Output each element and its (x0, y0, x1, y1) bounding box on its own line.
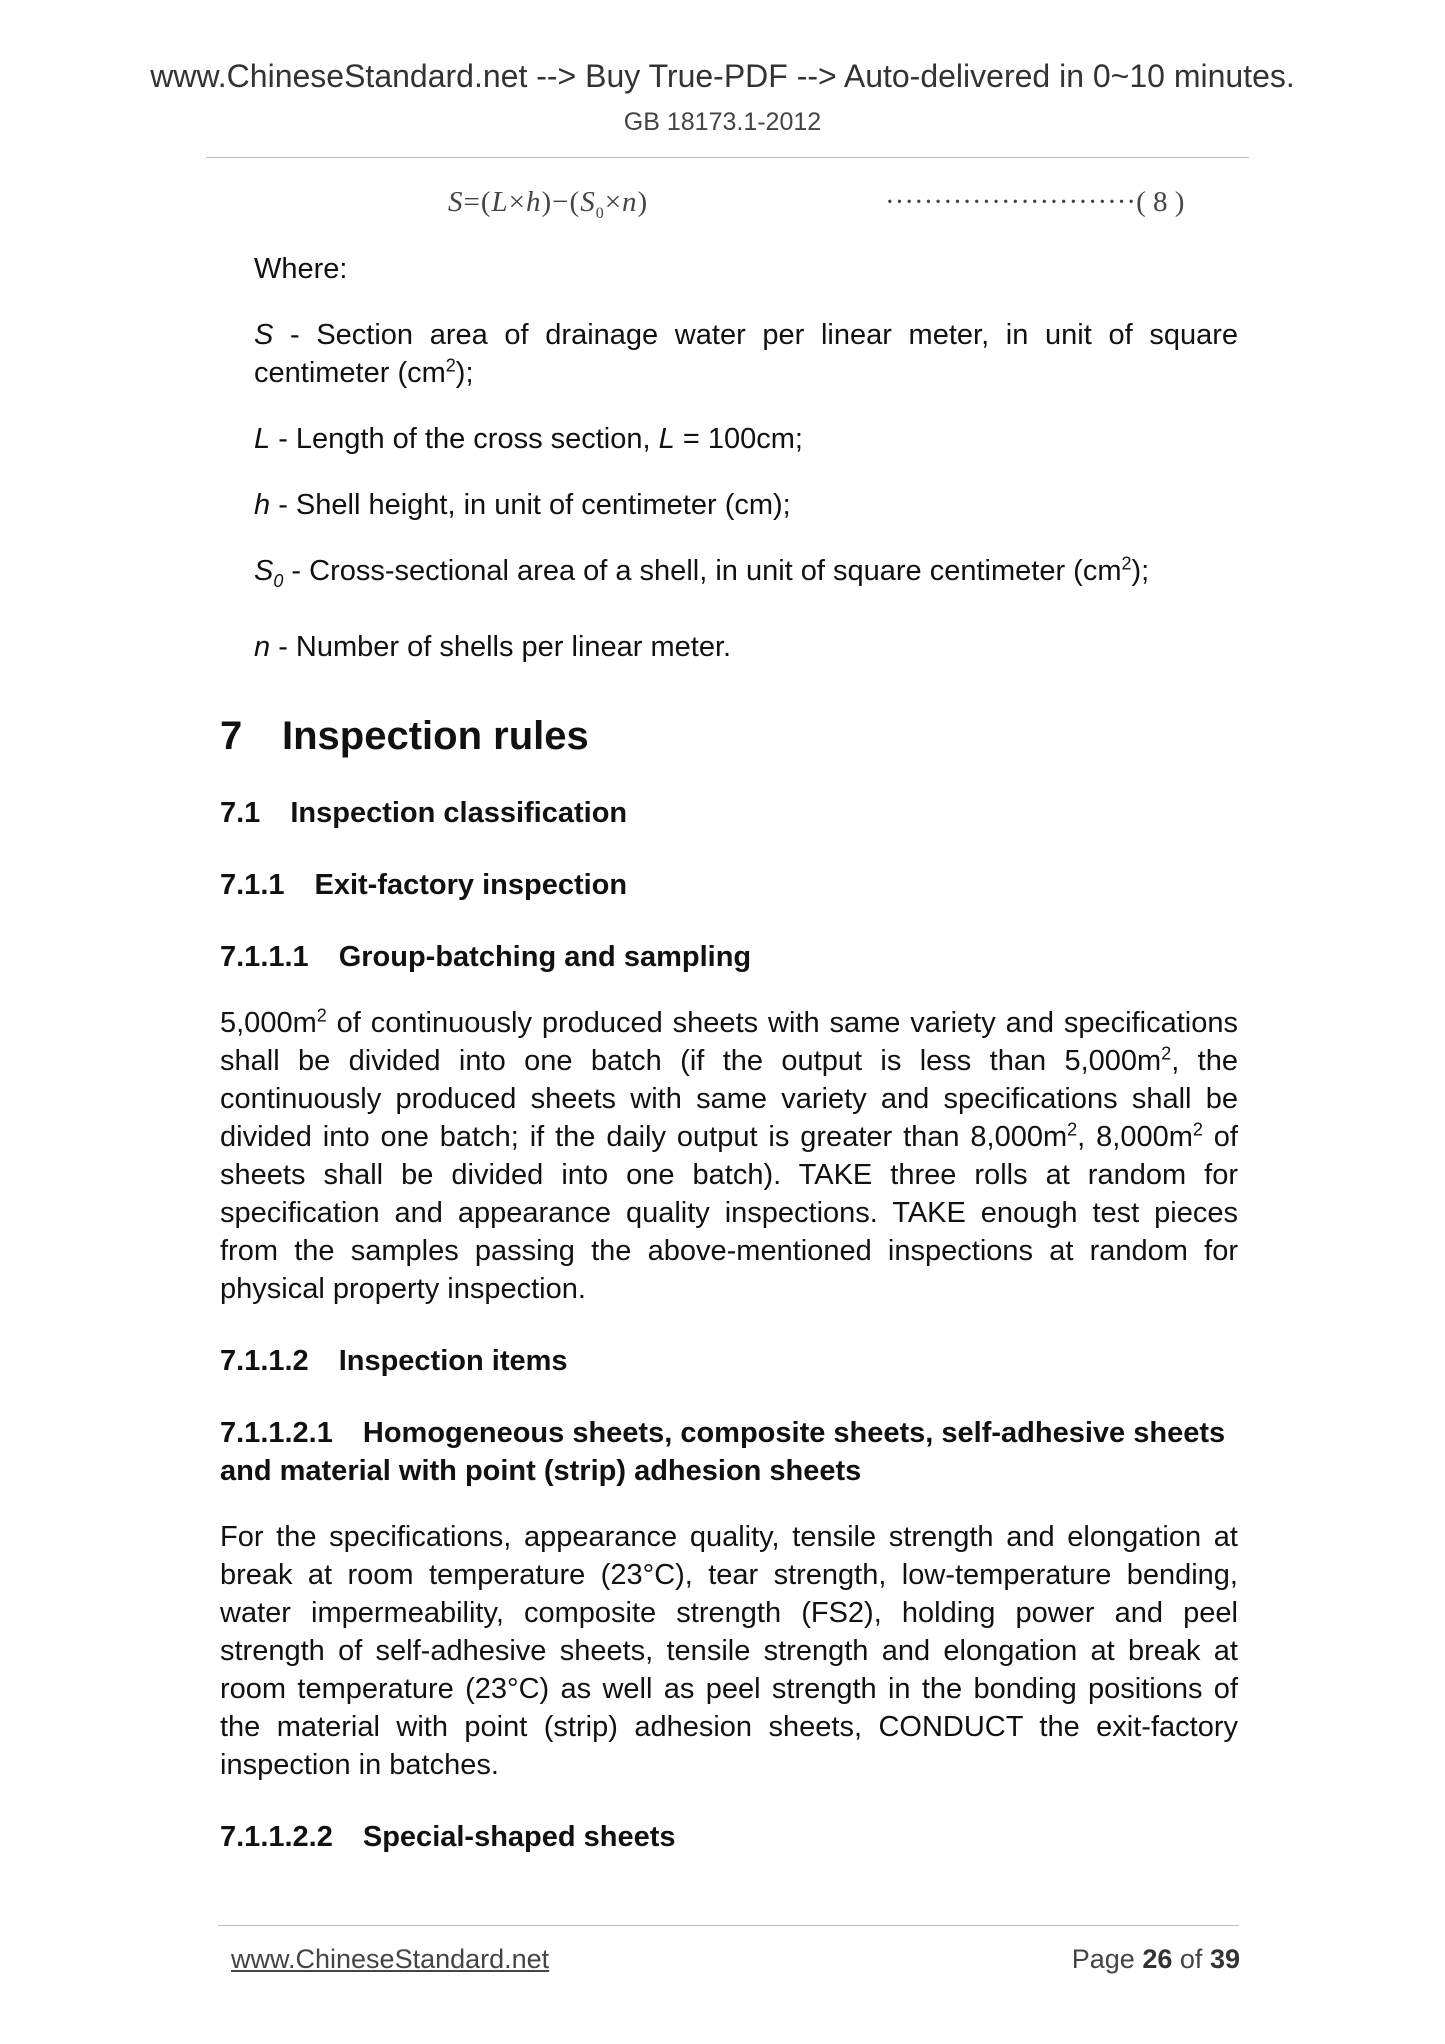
definition-s: S - Section area of drainage water per linear meter, in unit of square centimeter $(cm^2)$; (254, 319, 1238, 389)
definition-s0: $S_0$ - Cross-sectional area of a shell, in unit of square centimeter $(cm^2)$; (254, 553, 1150, 591)
section-7-1-1-2-heading: 7.1.1.2 Inspection items (220, 1344, 568, 1377)
where-label: Where: (254, 253, 348, 285)
batching-paragraph: $5,000m^2$ of continuously produced sheets with same variety and specifications shall be divided into one batch (if the output is less than $5,000m^2$, the continuously produced sheets with same variety and specifications shall be divided into one batch; if the daily output is greater than $8,000m^2$, $8,000m^2$ of sheets shall be divided into one batch). TAKE three rolls at random for specification and appearance quality inspections. TAKE enough test pieces from the samples passing the above-mentioned inspections at random for physical property inspection. (220, 1005, 1238, 1305)
section-7-1-1-2-2-heading: 7.1.1.2.2 Special-shaped sheets (220, 1820, 676, 1853)
header-banner: www.ChineseStandard.net --> Buy True-PDF --> Auto-delivered in 0~10 minutes. (150, 58, 1295, 94)
formula-number: ··························( 8 ) (885, 186, 1185, 218)
header-divider (206, 157, 1249, 158)
page-body (220, 250, 1238, 1856)
footer-website-link[interactable]: www.ChineseStandard.net (231, 1944, 550, 1974)
section-7-1-heading: 7.1 Inspection classification (220, 796, 628, 829)
formula-8: $S=(L\times h)-(S_0\times n)$ (448, 186, 649, 222)
page-indicator: Page 26 of 39 (1071, 1944, 1240, 1974)
section-7-1-1-heading: 7.1.1 Exit-factory inspection (220, 868, 628, 901)
document-code: GB 18173.1-2012 (623, 108, 822, 136)
section-7-heading: 7 Inspection rules (220, 713, 589, 758)
section-7-1-1-1-heading: 7.1.1.1 Group-batching and sampling (220, 940, 752, 973)
definition-n: n - Number of shells per linear meter. (254, 630, 732, 663)
section-7-1-1-2-1-heading: 7.1.1.2.1 Homogeneous sheets, composite sheets, self-adhesive sheets and material with point (strip) adhesion sheets (220, 1416, 1226, 1487)
inspection-items-paragraph: For the specifications, appearance quality, tensile strength and elongation at break at room temperature (23°C), tear strength, low-temperature bending, water impermeability, composite strength (FS2), holding power and peel strength of self-adhesive sheets, tensile strength and elongation at break at room temperature (23°C) as well as peel strength in the bonding positions of the material with point (strip) adhesion sheets, CONDUCT the exit-factory inspection in batches. (220, 1520, 1238, 1781)
definition-l: L - Length of the cross section, L = 100cm; (254, 423, 803, 455)
footer-divider (218, 1925, 1239, 1926)
definition-h: h - Shell height, in unit of centimeter (cm); (254, 489, 791, 521)
